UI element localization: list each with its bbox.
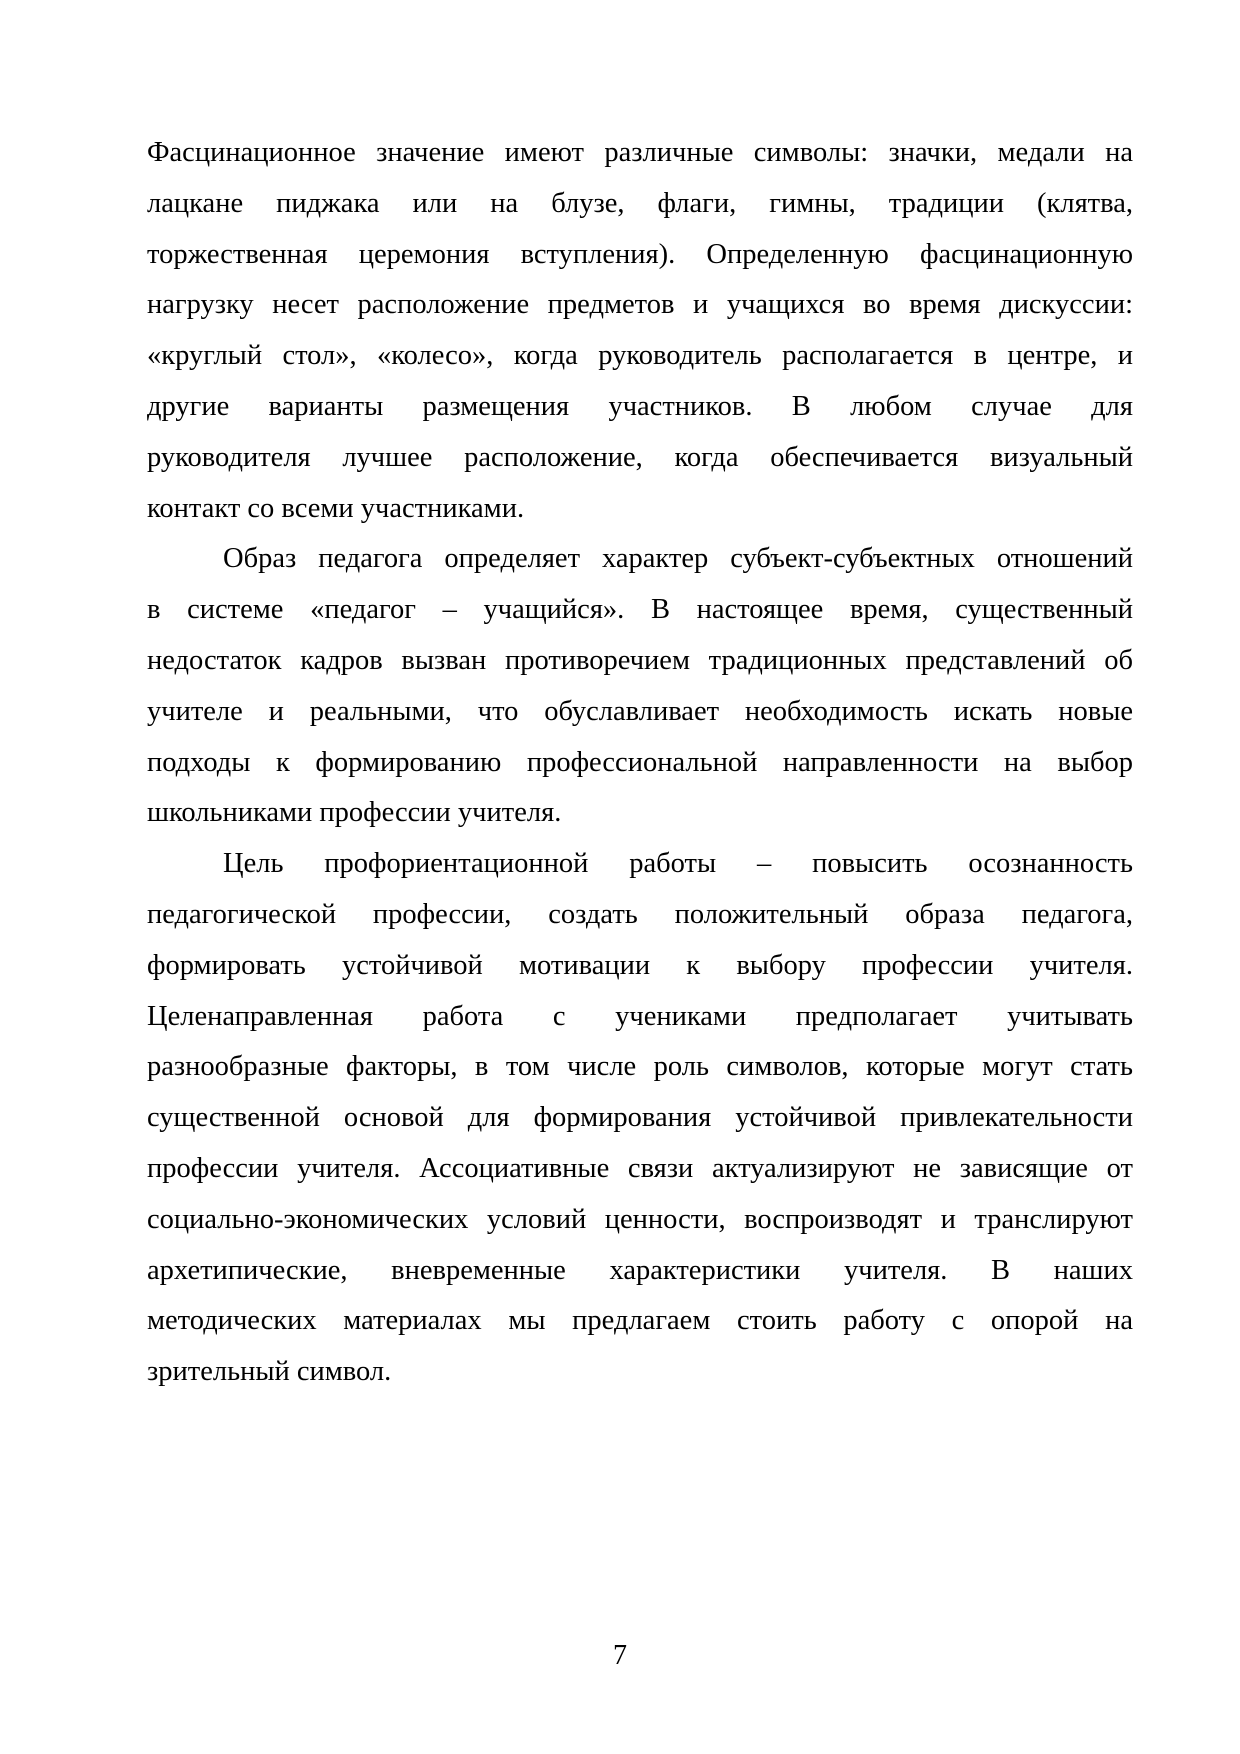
text-line: разнообразные факторы, в том числе роль символов, которые могут стать	[147, 1051, 1133, 1083]
text-line: руководителя лучшее расположение, когда обеспечивается визуальный	[147, 441, 1133, 473]
text-line: педагогической профессии, создать положительный образа педагога,	[147, 898, 1133, 930]
text-line: методических материалах мы предлагаем стоить работу с опорой на	[147, 1305, 1133, 1337]
text-line: Фасцинационное значение имеют различные символы: значки, медали на	[147, 137, 1133, 168]
paragraph	[147, 128, 1133, 534]
paragraph	[147, 534, 1133, 839]
text-line: формировать устойчивой мотивации к выбору профессии учителя.	[147, 949, 1133, 981]
text-line: архетипические, вневременные характеристики учителя. В наших	[147, 1254, 1133, 1286]
text-line: Образ педагога определяет характер субъект-субъектных отношений	[223, 543, 1133, 575]
text-line: в системе «педагог – учащийся». В настоящее время, существенный	[147, 594, 1133, 626]
paragraph	[147, 839, 1133, 1398]
text-line: недостаток кадров вызван противоречием традиционных представлений об	[147, 644, 1133, 676]
text-line: подходы к формированию профессиональной направленности на выбор	[147, 746, 1133, 778]
text-line: зрительный символ.	[147, 1356, 392, 1388]
text-line: школьниками профессии учителя.	[147, 797, 562, 829]
text-line: Цель профориентационной работы – повысить осознанность	[223, 848, 1133, 880]
text-line: учителе и реальными, что обуславливает необходимость искать новые	[147, 695, 1133, 727]
text-line: контакт со всеми участниками.	[147, 492, 525, 524]
text-line: нагрузку несет расположение предметов и учащихся во время дискуссии:	[147, 289, 1133, 321]
document-body	[147, 128, 1133, 1398]
text-line: другие варианты размещения участников. В любом случае для	[147, 390, 1133, 422]
page-number: 7	[613, 1640, 627, 1671]
text-line: профессии учителя. Ассоциативные связи актуализируют не зависящие от	[147, 1152, 1133, 1184]
text-line: лацкане пиджака или на блузе, флаги, гимны, традиции (клятва,	[147, 187, 1133, 219]
text-line: торжественная церемония вступления). Определенную фасцинационную	[147, 238, 1133, 270]
text-line: социально-экономических условий ценности, воспроизводят и транслируют	[147, 1203, 1133, 1235]
text-line: Целенаправленная работа с учениками предполагает учитывать	[147, 1000, 1133, 1032]
text-line: существенной основой для формирования устойчивой привлекательности	[147, 1102, 1133, 1134]
text-line: «круглый стол», «колесо», когда руководитель располагается в центре, и	[147, 340, 1133, 372]
